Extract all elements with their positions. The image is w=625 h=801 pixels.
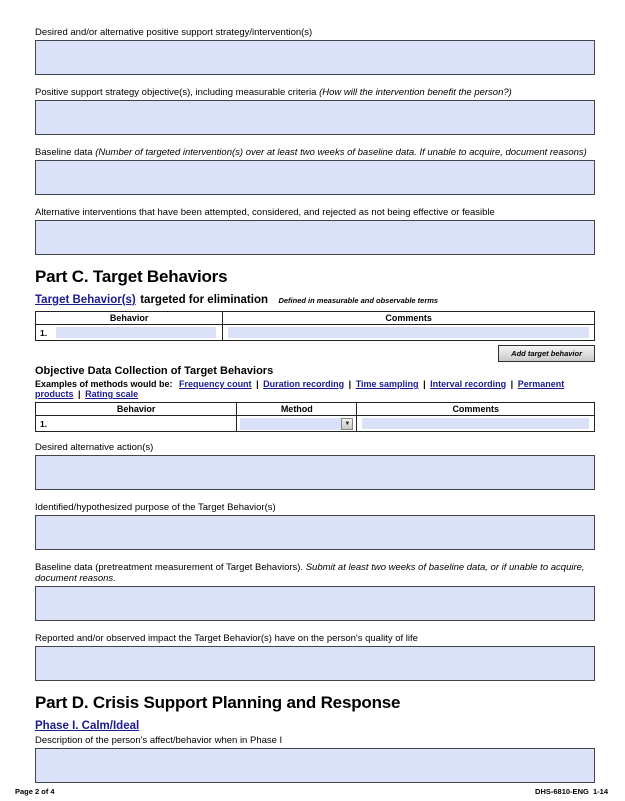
behavior-1-input[interactable] [56,327,216,338]
column-header-comments: Comments [357,403,595,416]
field-group-quality-of-life-impact [35,633,595,681]
label-note: Submit at least two weeks of baseline data, or if unable to acquire, document reasons. [35,562,585,584]
field-group-hypothesized-purpose [35,502,595,550]
label-text: Baseline data [35,147,93,158]
part-d-heading: Part D. Crisis Support Planning and Response [35,693,401,712]
column-header-behavior: Behavior [36,312,223,325]
comments-1-input[interactable] [228,327,589,338]
separator: | [78,389,81,399]
baseline-data-intervention-input[interactable] [35,160,595,195]
target-behaviors-link[interactable]: Target Behavior(s) [35,294,136,306]
field-label [35,27,595,38]
target-behaviors-table [35,311,595,341]
label-text: Desired alternative action(s) [35,442,154,453]
dropdown-arrow-icon[interactable]: ▼ [341,418,353,430]
link-interval-recording[interactable]: Interval recording [430,379,507,389]
field-label [35,735,595,746]
add-button-row [35,343,595,362]
label-note: (How will the intervention benefit the person?) [319,87,512,98]
data-collection-table [35,402,595,432]
methods-examples-line [35,379,595,399]
table-row [36,325,595,341]
add-target-behavior-button[interactable]: Add target behavior [498,345,595,362]
row-number: 1. [40,327,48,338]
field-group-strategy-objectives [35,87,595,135]
label-text: Alternative interventions that have been attempted, considered, and rejected as not being effective or feasible [35,207,495,218]
table-row [36,416,595,432]
phase-1-link[interactable]: Phase I. Calm/Ideal [35,720,140,732]
label-note: (Number of targeted intervention(s) over at least two weeks of baseline data. If unable to acquire, document reasons) [95,147,587,158]
method-selected-value [240,418,341,430]
positive-strategy-input[interactable] [35,40,595,75]
collection-behavior-1-input[interactable] [54,416,236,431]
field-label [35,147,595,158]
method-1-dropdown[interactable] [240,418,353,430]
field-group-baseline-pretreatment [35,562,595,621]
separator: | [510,379,514,389]
page-footer [0,787,625,796]
target-behaviors-rest: targeted for elimination [140,294,269,306]
label-text: Reported and/or observed impact the Target Behavior(s) have on the person's quality of life [35,633,418,644]
label-text: Desired and/or alternative positive support strategy/intervention(s) [35,27,313,38]
field-label [35,207,595,218]
strategy-objectives-input[interactable] [35,100,595,135]
field-group-desired-alternative [35,442,595,490]
field-label [35,562,595,584]
objective-data-heading: Objective Data Collection of Target Behaviors [35,365,274,377]
label-text: Positive support strategy objective(s), including measurable criteria [35,87,317,98]
page-number: Page 2 of 4 [15,787,55,796]
link-frequency-count[interactable]: Frequency count [179,379,252,389]
field-group-baseline-data-intervention [35,147,595,195]
baseline-pretreatment-input[interactable] [35,586,595,621]
field-label [35,633,595,644]
field-label [35,502,595,513]
part-c-heading: Part C. Target Behaviors [35,267,228,286]
separator: | [423,379,426,389]
column-header-comments: Comments [223,312,595,325]
row-number: 1. [40,418,48,429]
methods-label: Examples of methods would be: [35,379,173,389]
field-group-phase-1-description [35,735,595,783]
target-behaviors-subheading [35,290,595,308]
link-duration-recording[interactable]: Duration recording [263,379,345,389]
target-behaviors-note: Defined in measurable and observable terms [278,296,439,305]
field-label [35,442,595,453]
field-group-alternative-interventions [35,207,595,255]
field-label [35,87,595,98]
separator: | [348,379,352,389]
alternative-interventions-input[interactable] [35,220,595,255]
field-group-positive-strategy [35,27,595,75]
link-rating-scale[interactable]: Rating scale [85,389,139,399]
label-text: Baseline data (pretreatment measurement of Target Behaviors). [35,562,304,573]
label-text: Identified/hypothesized purpose of the Target Behavior(s) [35,502,276,513]
link-time-sampling[interactable]: Time sampling [355,379,419,389]
column-header-method: Method [237,403,357,416]
desired-alternative-input[interactable] [35,455,595,490]
separator: | [256,379,259,389]
collection-comments-1-input[interactable] [362,418,589,429]
column-header-behavior: Behavior [36,403,237,416]
hypothesized-purpose-input[interactable] [35,515,595,550]
form-number: DHS-6810-ENG 1-14 [535,787,608,796]
quality-of-life-impact-input[interactable] [35,646,595,681]
phase-1-description-input[interactable] [35,748,595,783]
link-permanent-products[interactable]: Permanent products [35,379,565,399]
label-text: Description of the person's affect/behavior when in Phase I [35,735,283,746]
